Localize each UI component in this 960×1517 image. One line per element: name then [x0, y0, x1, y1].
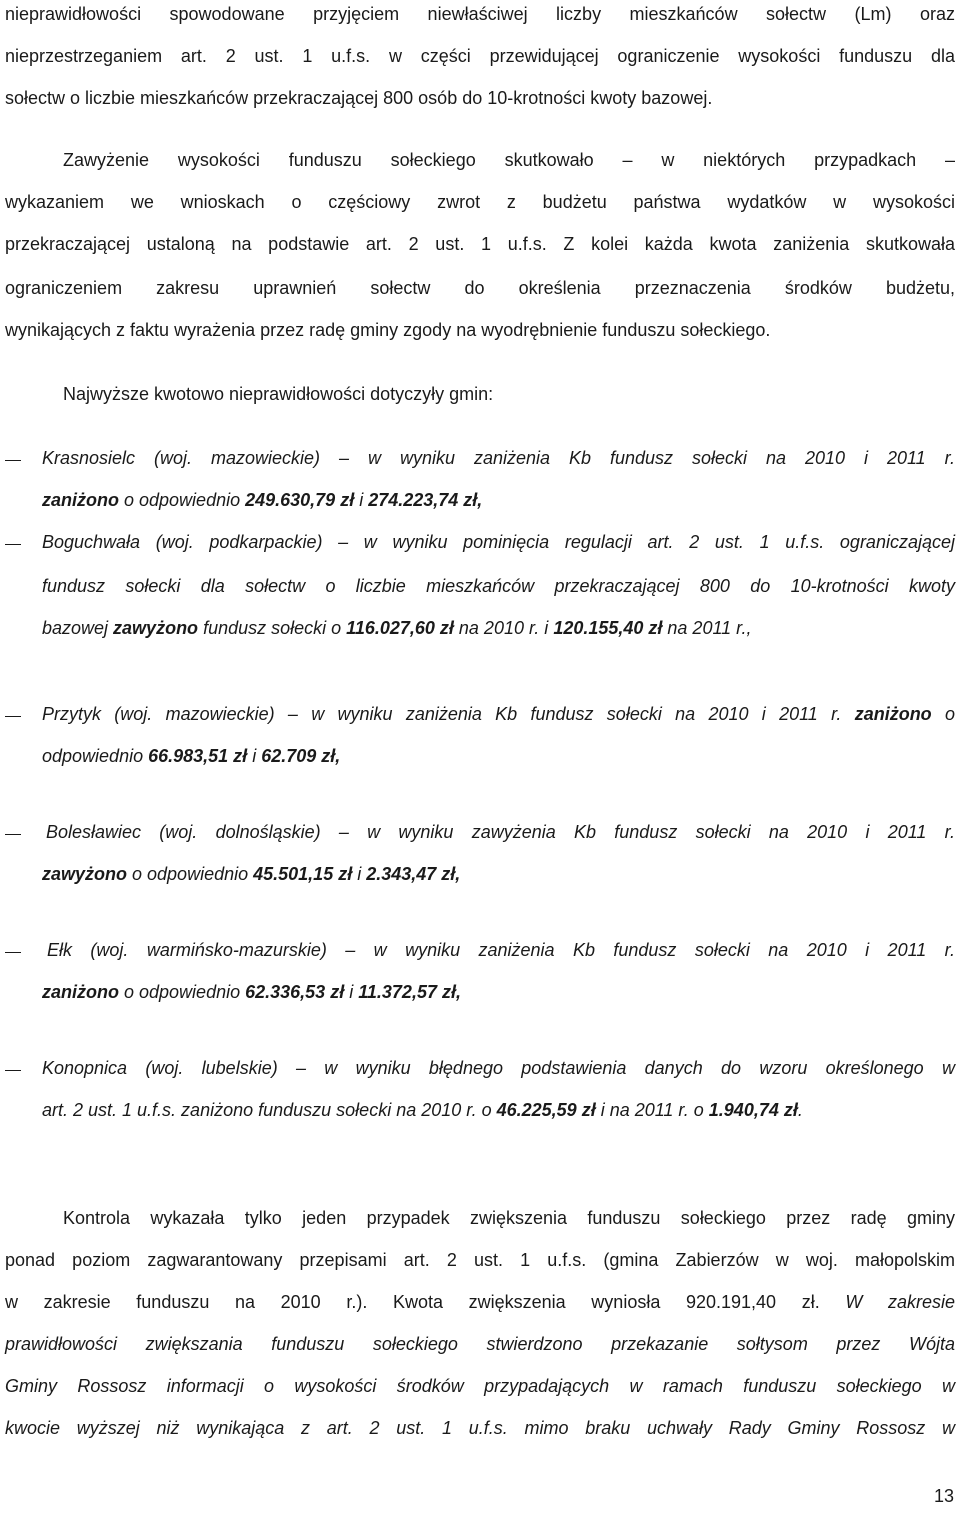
- item-elk-amount-1: 62.336,53 zł: [245, 982, 345, 1002]
- dash-bullet: [5, 834, 21, 835]
- item-przytyk-text-d: i: [247, 746, 262, 766]
- paragraph-1-line-1: nieprawidłowości spowodowane przyjęciem niewłaściwej liczby mieszkańców sołectw (Lm) oraz: [5, 4, 955, 24]
- paragraph-3-line-4: prawidłowości zwiększania funduszu sołeckiego stwierdzono przekazanie sołtysom przez Wójta: [5, 1334, 955, 1354]
- paragraph-2-line-4: ograniczeniem zakresu uprawnień sołectw do określenia przeznaczenia środków budżetu,: [5, 278, 955, 298]
- item-konopnica-line-1: Konopnica (woj. lubelskie) – w wyniku błędnego podstawienia danych do wzoru określonego w: [42, 1058, 955, 1078]
- list-intro: Najwyższe kwotowo nieprawidłowości dotyczyły gmin:: [63, 384, 494, 404]
- paragraph-3-line-3: [5, 1290, 955, 1314]
- dash-bullet: [5, 952, 21, 953]
- paragraph-1-line-3: sołectw o liczbie mieszkańców przekraczającej 800 osób do 10-krotności kwoty bazowej.: [5, 88, 713, 108]
- item-przytyk-amount-2: 62.709 zł,: [261, 746, 341, 766]
- page-number: 13: [933, 1486, 954, 1506]
- item-krasnosielc-amount-2: 274.223,74 zł,: [368, 490, 483, 510]
- item-boguchwala-text-d: na 2011 r.,: [662, 618, 752, 638]
- item-boleslawiec-amount-2: 2.343,47 zł,: [366, 864, 461, 884]
- item-przytyk-amount-1: 66.983,51 zł: [148, 746, 248, 766]
- item-boguchwala-line-2: fundusz sołecki dla sołectw o liczbie mieszkańców przekraczającej 800 do 10-krotności kwoty: [42, 576, 955, 596]
- item-krasnosielc-line-2: [42, 488, 482, 512]
- item-konopnica-text-a: art. 2 ust. 1 u.f.s. zaniżono funduszu sołecki na 2010 r. o: [42, 1100, 497, 1120]
- item-przytyk-text-b: o: [931, 704, 955, 724]
- dash-bullet: [5, 544, 21, 545]
- item-przytyk-text-c: odpowiednio: [42, 746, 149, 766]
- item-elk-text-a: o odpowiednio: [119, 982, 246, 1002]
- paragraph-2-line-3: przekraczającej ustaloną na podstawie art. 2 ust. 1 u.f.s. Z kolei każda kwota zaniżenia skutkowała: [5, 234, 955, 254]
- item-elk-text-b: i: [344, 982, 359, 1002]
- item-boleslawiec-verb: zawyżono: [42, 864, 128, 884]
- item-krasnosielc-amount-1: 249.630,79 zł: [245, 490, 355, 510]
- item-boleslawiec-amount-1: 45.501,15 zł: [253, 864, 353, 884]
- item-krasnosielc-line-1: Krasnosielc (woj. mazowieckie) – w wyniku zaniżenia Kb fundusz sołecki na 2010 i 2011 r.: [42, 448, 955, 468]
- item-boguchwala-amount-1: 116.027,60 zł: [346, 618, 454, 638]
- paragraph-3-text: w zakresie funduszu na 2010 r.). Kwota zwiększenia wyniosła 920.191,40 zł.: [5, 1292, 846, 1312]
- item-konopnica-text-b: i na 2011 r. o: [595, 1100, 709, 1120]
- item-boleslawiec-text-a: o odpowiednio: [127, 864, 254, 884]
- item-boguchwala-text-a: bazowej: [42, 618, 114, 638]
- item-konopnica-amount-2: 1.940,74 zł: [708, 1100, 798, 1120]
- paragraph-3-italic-start: W zakresie: [845, 1292, 955, 1312]
- dash-bullet: [5, 716, 21, 717]
- paragraph-3-line-2: ponad poziom zagwarantowany przepisami art. 2 ust. 1 u.f.s. (gmina Zabierzów w woj. małopolskim: [5, 1250, 955, 1270]
- item-przytyk-line-1: [42, 702, 955, 726]
- item-krasnosielc-verb: zaniżono: [42, 490, 119, 510]
- item-boguchwala-text-c: na 2010 r. i: [453, 618, 554, 638]
- item-przytyk-verb: zaniżono: [854, 704, 932, 724]
- item-przytyk-text-a: Przytyk (woj. mazowieckie) – w wyniku zaniżenia Kb fundusz sołecki na 2010 i 2011 r.: [42, 704, 855, 724]
- item-elk-line-2: [42, 980, 461, 1004]
- paragraph-3-line-5: Gminy Rossosz informacji o wysokości środków przypadających w ramach funduszu sołeckiego w: [5, 1376, 955, 1396]
- item-elk-amount-2: 11.372,57 zł,: [358, 982, 461, 1002]
- item-boguchwala-text-b: fundusz sołecki o: [198, 618, 347, 638]
- item-boguchwala-line-3: [42, 616, 751, 640]
- item-krasnosielc-text-a: o odpowiednio: [119, 490, 246, 510]
- paragraph-3-line-1: Kontrola wykazała tylko jeden przypadek zwiększenia funduszu sołeckiego przez radę gminy: [63, 1208, 955, 1228]
- dash-bullet: [5, 1070, 21, 1071]
- item-konopnica-text-c: .: [797, 1100, 803, 1120]
- item-boguchwala-amount-2: 120.155,40 zł: [553, 618, 663, 638]
- dash-bullet: [5, 460, 21, 461]
- item-boguchwala-line-1: Boguchwała (woj. podkarpackie) – w wyniku pominięcia regulacji art. 2 ust. 1 u.f.s. ograniczającej: [42, 532, 955, 552]
- item-elk-verb: zaniżono: [42, 982, 119, 1002]
- item-konopnica-line-2: [42, 1098, 803, 1122]
- item-konopnica-amount-1: 46.225,59 zł: [496, 1100, 596, 1120]
- item-krasnosielc-text-b: i: [354, 490, 369, 510]
- item-przytyk-line-2: [42, 744, 340, 768]
- item-boleslawiec-line-2: [42, 862, 460, 886]
- paragraph-3-line-6: kwocie wyższej niż wynikająca z art. 2 ust. 1 u.f.s. mimo braku uchwały Rady Gminy Rossosz w: [5, 1418, 955, 1438]
- paragraph-2-line-5: wynikających z faktu wyrażenia przez radę gminy zgody na wyodrębnienie funduszu sołeckiego.: [5, 320, 771, 340]
- item-boguchwala-verb: zawyżono: [113, 618, 199, 638]
- item-boleslawiec-line-1: Bolesławiec (woj. dolnośląskie) – w wyniku zawyżenia Kb fundusz sołecki na 2010 i 2011 r.: [46, 822, 955, 842]
- item-boleslawiec-text-b: i: [352, 864, 367, 884]
- item-elk-line-1: Ełk (woj. warmińsko-mazurskie) – w wyniku zaniżenia Kb fundusz sołecki na 2010 i 2011 r.: [47, 940, 955, 960]
- paragraph-2-line-1: Zawyżenie wysokości funduszu sołeckiego skutkowało – w niektórych przypadkach –: [63, 150, 955, 170]
- paragraph-1-line-2: nieprzestrzeganiem art. 2 ust. 1 u.f.s. w części przewidującej ograniczenie wysokości funduszu dla: [5, 46, 955, 66]
- paragraph-2-line-2: wykazaniem we wnioskach o częściowy zwrot z budżetu państwa wydatków w wysokości: [5, 192, 955, 212]
